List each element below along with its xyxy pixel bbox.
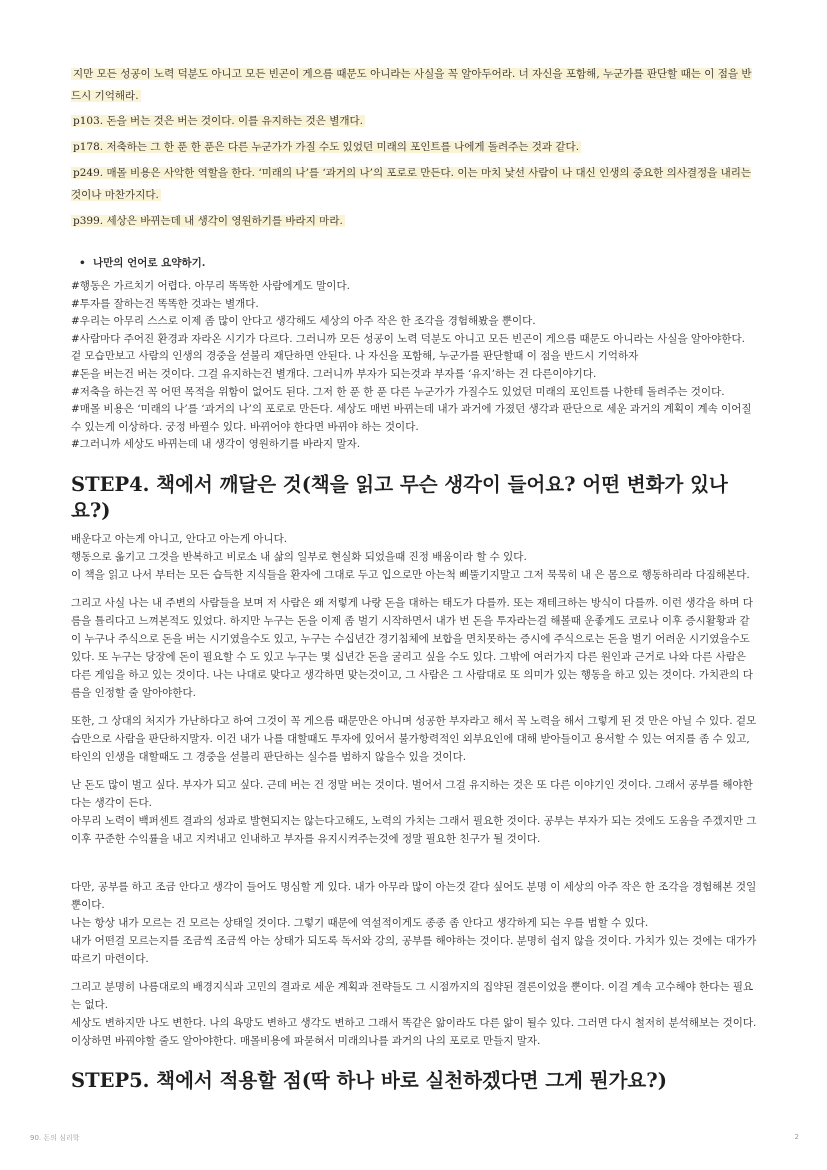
paragraph-line: 이 책을 읽고 나서 부터는 모든 습득한 지식들을 환자에 그대로 두고 입으로만 아는척 삐뚤기지말고 그저 묵묵히 내 은 몸으로 행동하리라 다짐해본다.	[71, 568, 750, 581]
summary-line: #그러니까 세상도 바뀌는데 내 생각이 영원하기를 바라지 말자.	[71, 438, 361, 451]
paragraph	[71, 530, 757, 584]
spacer	[71, 858, 757, 878]
highlight-quote	[71, 109, 757, 131]
paragraph	[71, 776, 757, 848]
document-page	[71, 62, 757, 1100]
summary-heading	[71, 255, 757, 272]
summary-line: #행동은 가르치기 어렵다. 아무리 똑똑한 사람에게도 말이다.	[71, 280, 350, 292]
step5-heading: STEP5. 책에서 적용할 점(딱 하나 바로 실천하겠다면 그게 뭔가요?)	[71, 1068, 667, 1092]
paragraph-line: 배운다고 아는게 아니고, 안다고 아는게 아니다.	[71, 532, 288, 545]
paragraph-line: 난 돈도 많이 벌고 싶다. 부자가 되고 싶다. 근데 버는 건 정말 버는 것이다. 벌어서 그걸 유지하는 것은 또 다른 이야기인 것이다. 그래서 공부를 해야한다는 생각이 든다.	[71, 778, 753, 809]
paragraph-line: 다만, 공부를 하고 조금 안다고 생각이 들어도 명심할 게 있다. 내가 아무라 많이 아는것 같다 싶어도 분명 이 세상의 아주 작은 한 조각을 경험해본 것일 뿐이다.	[71, 880, 757, 911]
highlight-quote	[71, 135, 757, 157]
footer-document-title: 90. 돈의 심리학	[30, 1134, 80, 1142]
paragraph	[71, 878, 757, 968]
paragraph	[71, 594, 757, 702]
highlight-text: 지만 모든 성공이 노력 덕분도 아니고 모든 빈곤이 게으름 때문도 아니라는 사실을 꼭 알아두어라. 너 자신을 포함해, 누군가를 판단할 때는 이 점을 반드시 기억해라.	[71, 68, 752, 102]
paragraph-line: 나는 항상 내가 모르는 건 모르는 상태일 것이다. 그렇기 때문에 역설적이게도 종종 좀 안다고 생각하게 되는 우를 범할 수 있다.	[71, 916, 649, 929]
highlight-text: p399. 세상은 바뀌는데 내 생각이 영원하기를 바라지 마라.	[73, 215, 343, 227]
summary-line: #저축을 하는건 꼭 어떤 목적을 위함이 없어도 된다. 그저 한 푼 한 푼 다른 누군가가 가질수도 있었던 미래의 포인트를 나한테 돌려주는 것이다.	[71, 385, 725, 398]
highlight-quote	[71, 161, 757, 205]
highlight-text: p103. 돈을 버는 것은 버는 것이다. 이를 유지하는 것은 별개다.	[73, 115, 363, 127]
paragraph-line: 내가 어떤걸 모르는지를 조금씩 조금씩 아는 상태가 되도록 독서와 강의, 공부를 해야하는 것이다. 분명히 쉽지 않을 것이다. 가치가 있는 것에는 대가가 따르기 마련이다.	[71, 934, 757, 965]
highlight-quote	[71, 209, 757, 231]
summary-list	[71, 278, 757, 454]
paragraph-line: 행동으로 옮기고 그것을 반복하고 비로소 내 삶의 일부로 현실화 되었을때 진정 배움이라 할 수 있다.	[71, 550, 527, 563]
summary-line: #매몰 비용은 ‘미래의 나’를 ‘과거의 나’의 포로로 만든다. 세상도 매번 바뀌는데 내가 과거에 가졌던 생각과 판단으로 세운 과거의 계획이 계속 이어질수 있는게 이상하다. 궁정 바뀔수 있다. 바뀌어야 한다면 바뀌야 하는 것이다.	[71, 403, 752, 433]
paragraph-line: 아무리 노력이 백퍼센트 결과의 성과로 발현되지는 않는다고해도, 노력의 가치는 그래서 필요한 것이다. 공부는 부자가 되는 것에도 도움을 주겠지만 그 이후 꾸준한 수익률을 내고 지켜내고 인내하고 부자를 유지시켜주는것에 정말 필요한 친구가 될 것이다.	[71, 814, 757, 845]
paragraph-line: 또한, 그 상대의 처지가 가난하다고 하여 그것이 꼭 게으름 때문만은 아니며 성공한 부자라고 해서 꼭 노력을 해서 그렇게 된 것 만은 아닐 수 있다. 겉모습만으로 사람을 판단하지말자. 이건 내가 나를 대할때도 투자에 있어서 불가항력적인 외부요인에 대해 받아들이고 용서할 수 있는 여지를 좀 수 있고, 타인의 인생을 대할때도 그 경중을 섣불리 판단하는 실수를 범하지 않을수 있을 것이다.	[71, 714, 757, 763]
paragraph	[71, 712, 757, 766]
summary-line: #돈을 버는건 버는 것이다. 그걸 유지하는건 별개다. 그러니까 부자가 되는것과 부자를 ‘유지’하는 건 다른이야기다.	[71, 367, 597, 380]
summary-line: #우리는 아무리 스스로 이제 좀 많이 안다고 생각해도 세상의 아주 작은 한 조각을 경험해봤을 뿐이다.	[71, 315, 536, 328]
paragraph-line: 세상도 변하지만 나도 변한다. 나의 욕망도 변하고 생각도 변하고 그래서 똑같은 앎이라도 다른 앎이 될수 있다. 그러면 다시 철저히 분석해보는 것이다. 이상하면 바꿔야할 줄도 알아야한다. 매몰비용에 파묻혀서 미래의나를 과거의 나의 포로로 만들지 말자.	[71, 1016, 757, 1047]
highlight-text: p178. 저축하는 그 한 푼 한 푼은 다른 누군가가 가질 수도 있었던 미래의 포인트를 나에게 돌려주는 것과 같다.	[73, 141, 580, 153]
bullet-icon: •	[79, 257, 86, 269]
summary-line: #사람마다 주어진 환경과 자라온 시기가 다르다. 그러니까 모든 성공이 노력 덕분도 아니고 모든 빈곤이 게으름 때문도 아니라는 사실을 알아야한다. 겉 모습만보고 사람의 인생의 경중을 섣불리 재단하면 안된다. 나 자신을 포함해, 누군가를 판단할때 이 점을 반드시 기억하자	[71, 332, 745, 363]
paragraph-line: 그리고 사실 나는 내 주변의 사람들을 보며 저 사람은 왜 저렇게 나랑 돈을 대하는 태도가 다를까. 또는 재테크하는 방식이 다를까. 이런 생각을 하며 다름을 틀리다고 느껴본적도 있었다. 하지만 누구는 돈을 이제 좀 벌기 시작하면서 내가 번 돈을 투자라는걸 해볼때 운좋게도 코로나 이후 증시활황과 같이 누구나 주식으로 돈을 버는 시기였을수도 있고, 누구는 수십년간 경기침체에 보합을 면치못하는 증시에 주식으로는 돈을 벌기 어려운 시기였을수도 있다. 또 누구는 당장에 돈이 필요할 수 도 있고 누구는 몇 십년간 돈을 굴리고 싶을 수도 있다. 그밖에 여러가지 다른 원인과 근거로 나와 다른 사람은 다른 게임을 하고 있는 것이다. 나는 나대로 맞다고 생각하면 맞는것이고, 그 사람은 그 사람대로 또 의미가 있는 행동을 하고 있는 것이다. 가치관의 다름을 인정할 줄 알아야한다.	[71, 596, 753, 699]
summary-heading-text: 나만의 언어로 요약하기.	[93, 257, 206, 269]
summary-line: #투자를 잘하는건 똑똑한 것과는 별개다.	[71, 297, 259, 310]
paragraph-line: 그리고 분명히 나름대로의 배경지식과 고민의 결과로 세운 계획과 전략들도 그 시점까지의 집약된 결론이었을 뿐이다. 이걸 계속 고수해야 한다는 필요는 없다.	[71, 980, 754, 1011]
step4-heading: STEP4. 책에서 깨달은 것(책을 읽고 무슨 생각이 들어요? 어떤 변화가 있나요?)	[71, 472, 728, 522]
highlight-quote	[71, 62, 757, 106]
footer-page-number: 2	[794, 1133, 799, 1141]
highlight-text: p249. 매몰 비용은 사악한 역할을 한다. ‘미래의 나’를 ‘과거의 나’의 포로로 만든다. 이는 마치 낯선 사람이 나 대신 인생의 중요한 의사결정을 내리는 것이나 마찬가지다.	[71, 167, 752, 201]
paragraph	[71, 978, 757, 1050]
highlights-section	[71, 62, 757, 231]
